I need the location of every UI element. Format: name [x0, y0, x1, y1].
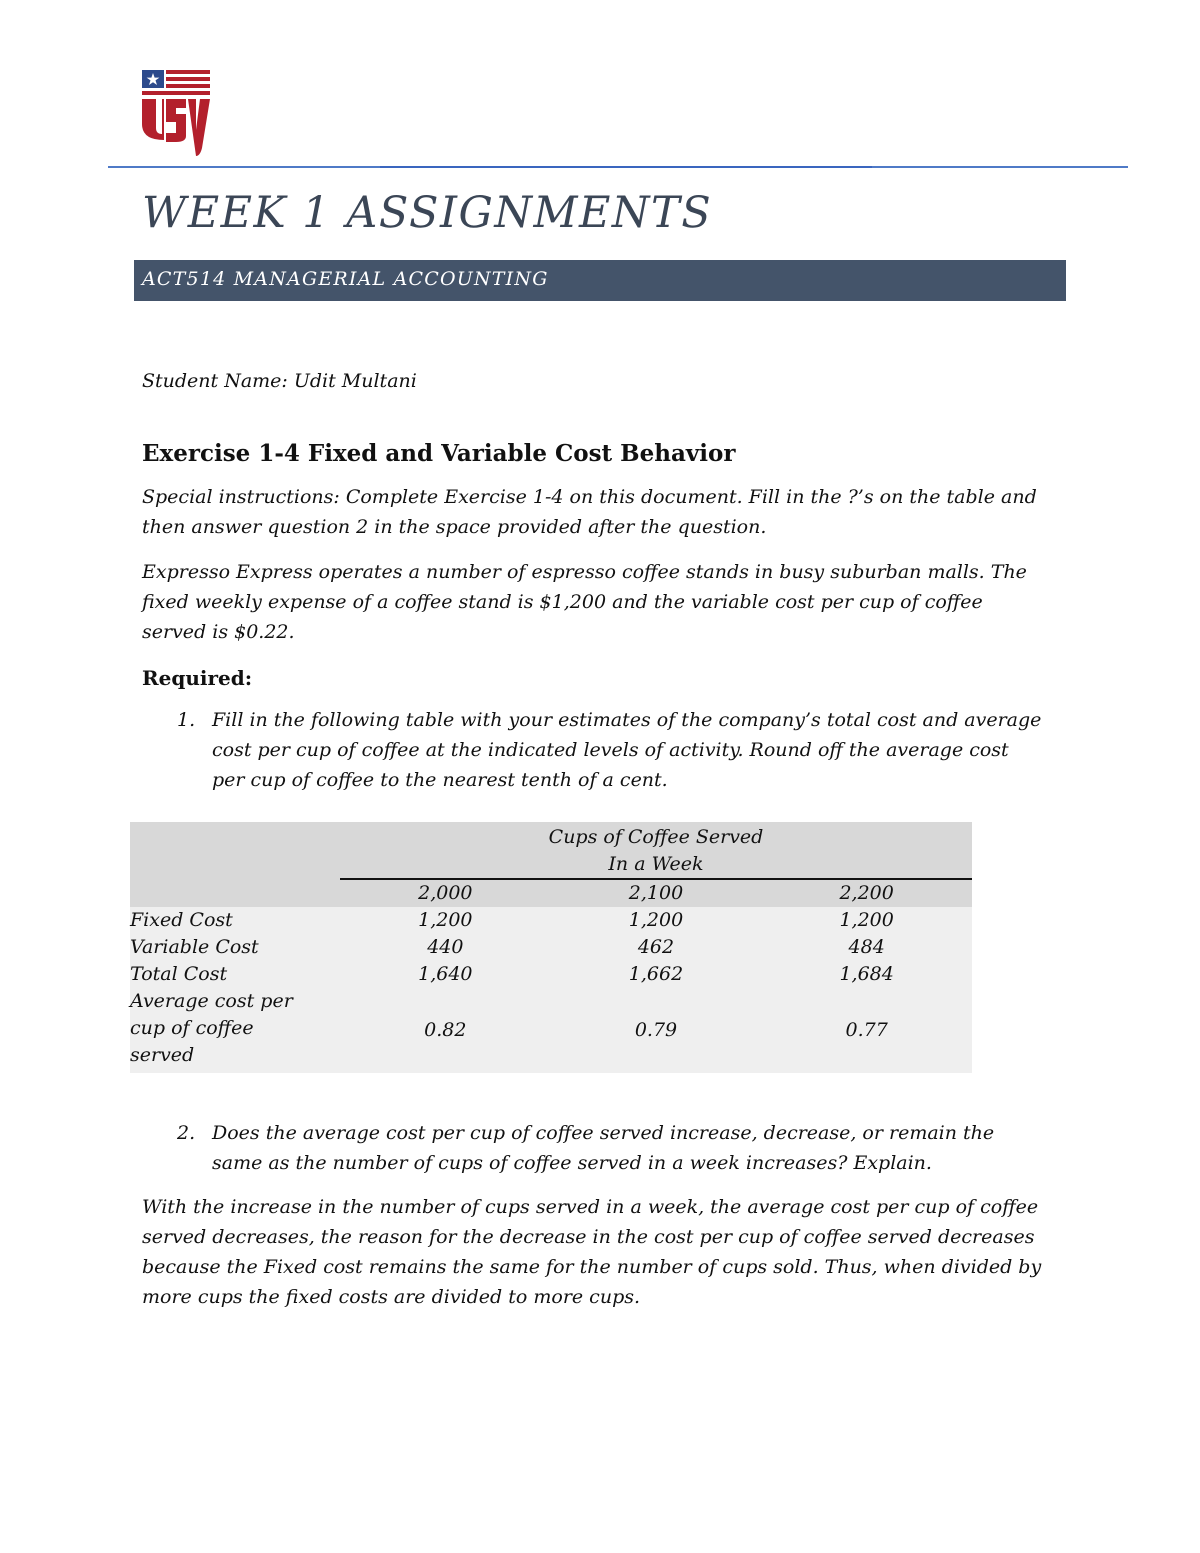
- student-name: Student Name: Udit Multani: [142, 370, 417, 392]
- usv-logo: [140, 68, 212, 158]
- question-number: 2.: [177, 1122, 196, 1144]
- table-cell: 440: [340, 934, 551, 961]
- table-cell: 1,662: [551, 961, 762, 988]
- table-cell: 1,200: [551, 907, 762, 934]
- table-row: [130, 907, 972, 934]
- cost-table: [130, 822, 972, 1074]
- column-header: 2,000: [340, 879, 551, 907]
- table-cell: 0.77: [761, 988, 972, 1073]
- question-2: [142, 1118, 1047, 1178]
- document-title: WEEK 1 ASSIGNMENTS: [142, 188, 713, 238]
- table-cell: 1,200: [761, 907, 972, 934]
- table-cell: 484: [761, 934, 972, 961]
- table-row: [130, 961, 972, 988]
- table-cell: 462: [551, 934, 762, 961]
- exercise-heading: Exercise 1-4 Fixed and Variable Cost Behavior: [142, 440, 736, 467]
- table-cell: 1,684: [761, 961, 972, 988]
- row-label: Fixed Cost: [130, 907, 330, 934]
- question-text: Fill in the following table with your estimates of the company’s total cost and average cost per cup of coffee at the indicated levels of activity. Round off the average cost per cup of coffee to the nearest tenth of a cent.: [212, 709, 1042, 791]
- header-rule: [108, 166, 1128, 168]
- row-label: [130, 988, 330, 1073]
- required-label: Required:: [142, 666, 253, 690]
- question-text: Does the average cost per cup of coffee served increase, decrease, or remain the same as the number of cups of coffee served in a week increases? Explain.: [212, 1122, 995, 1174]
- table-header-row: [130, 822, 972, 879]
- table-cell: 1,640: [340, 961, 551, 988]
- course-banner: [134, 260, 1066, 301]
- column-header: 2,100: [551, 879, 762, 907]
- course-title: ACT514 MANAGERIAL ACCOUNTING: [142, 268, 549, 290]
- row-label: Variable Cost: [130, 934, 330, 961]
- column-header-row: [130, 879, 972, 907]
- question-1: [142, 705, 1047, 795]
- document-body: [142, 366, 1047, 795]
- table-cell: 1,200: [340, 907, 551, 934]
- question-number: 1.: [177, 709, 196, 731]
- table-row: [130, 934, 972, 961]
- question-2-section: [142, 1118, 1047, 1312]
- intro-paragraph: Expresso Express operates a number of espresso coffee stands in busy suburban malls. The fixed weekly expense of a coffee stand is $1,200 and the variable cost per cup of coffee served is $0.22.: [142, 561, 1027, 643]
- column-header: 2,200: [761, 879, 972, 907]
- table-header: [340, 822, 972, 879]
- row-label-line: served: [130, 1044, 195, 1066]
- answer-text: With the increase in the number of cups served in a week, the average cost per cup of coffee served decreases, the reason for the decrease in the cost per cup of coffee served decreases because the Fixed cost remains the same for the number of cups sold. Thus, when divided by more cups the fixed costs are divided to more cups.: [142, 1196, 1042, 1308]
- header-line: In a Week: [608, 853, 704, 875]
- header-line: Cups of Coffee Served: [548, 826, 764, 848]
- row-label-line: cup of coffee: [130, 1017, 254, 1039]
- row-label-line: Average cost per: [130, 990, 293, 1012]
- table-cell: 0.82: [340, 988, 551, 1073]
- row-label: Total Cost: [130, 961, 330, 988]
- special-instructions: Special instructions: Complete Exercise 1-4 on this document. Fill in the ?’s on the table and then answer question 2 in the space provided after the question.: [142, 486, 1037, 538]
- table-row: [130, 988, 972, 1073]
- table-cell: 0.79: [551, 988, 762, 1073]
